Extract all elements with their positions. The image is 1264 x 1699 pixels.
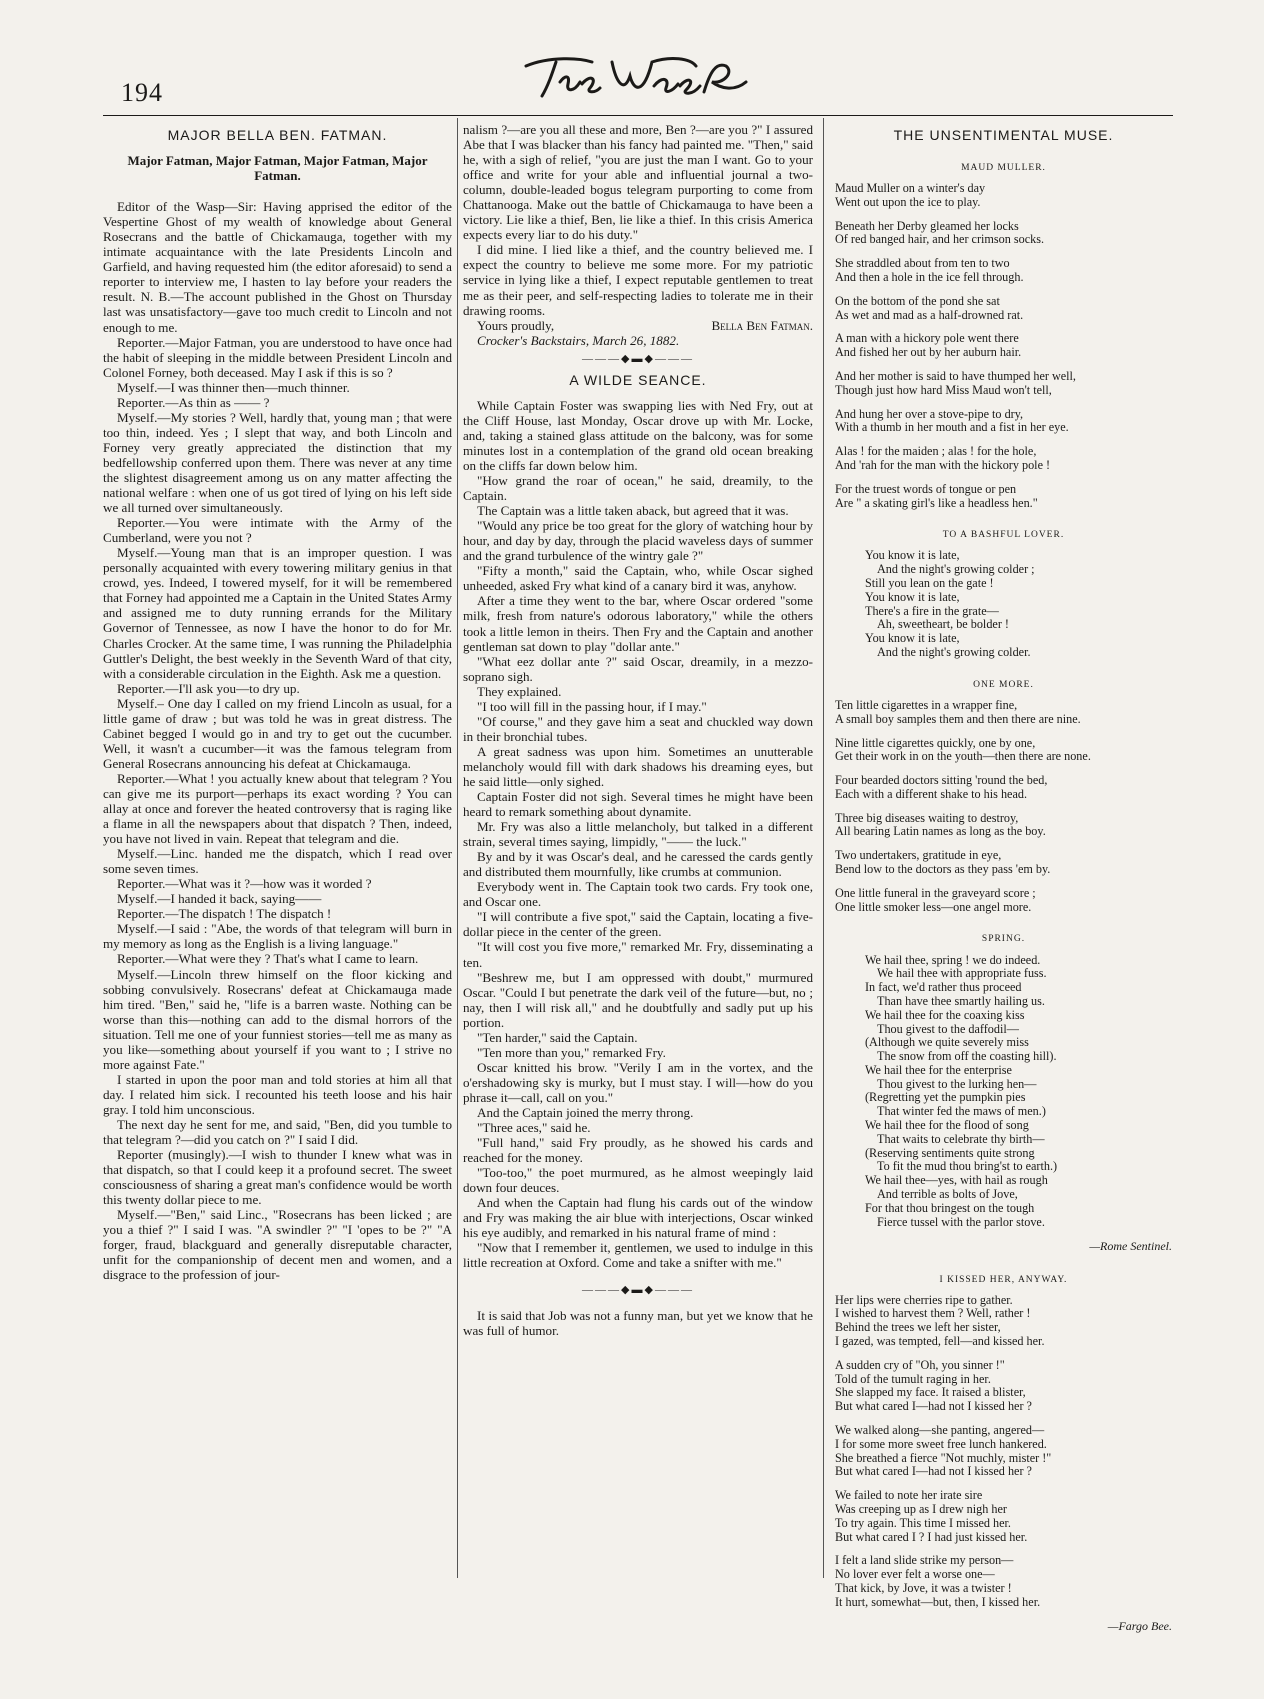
poem-line: Two undertakers, gratitude in eye, [835,848,1002,863]
story-paragraph: "Fifty a month," said the Captain, who, while Oscar sighed unheeded, asked Fry what kind of a canary bird it was, anyhow. [463,563,813,594]
story-title: A WILDE SEANCE. [569,371,707,388]
poem-line: And her mother is said to have thumped her well, [835,369,1076,384]
story-paragraph: "Ten more than you," remarked Fry. [477,1044,666,1060]
masthead-logo [520,52,760,102]
article-paragraph: Reporter.—You were intimate with the Army of the Cumberland, were you not ? [103,515,452,546]
poem-line: To fit the mud thou bring'st to earth.) [877,1159,1058,1174]
poem-line: Was creeping up as I drew nigh her [835,1501,1007,1516]
poem-line: Fierce tussel with the parlor stove. [877,1214,1045,1229]
column-rule [823,118,824,1578]
poem-line: We hail thee for the flood of song [865,1118,1029,1133]
poem-line: The snow from off the coasting hill). [877,1049,1057,1064]
poem-stanza [835,1489,1172,1544]
poem-line: We hail thee with appropriate fuss. [877,966,1047,981]
story-paragraph: "Beshrew me, but I am oppressed with doubt," murmured Oscar. "Could I but penetrate the dark veil of the future—but, no ; nay, then I will risk all," and he doubtfully and sadly put up his portion. [463,969,813,1030]
signer: Bella Ben Fatman. [711,317,813,333]
poem-line: (Although we quite severely miss [865,1035,1029,1050]
poem-line: No lover ever felt a worse one— [835,1567,995,1582]
poem-line: A sudden cry of "Oh, you sinner !" [835,1357,1005,1372]
story-paragraph: "Ten harder," said the Captain. [477,1029,638,1045]
poem-line: I wished to harvest them ? Well, rather ! [835,1306,1031,1321]
poem-line: Her lips were cherries ripe to gather. [835,1292,1013,1307]
poem-line: And the night's growing colder ; [877,562,1035,577]
poem-stanza [835,220,1172,248]
header-rule [103,115,1173,116]
poem-stanza [835,332,1172,360]
article-paragraph: Reporter.—What was it ?—how was it worded ? [117,876,372,892]
story-paragraph: By and by it was Oscar's deal, and he caressed the cards gently and distributed them mournfully, like crumbs at communion. [463,849,813,880]
section-title: THE UNSENTIMENTAL MUSE. [893,127,1114,143]
article-paragraph: The next day he sent for me, and said, "Ben, did you tumble to that telegram ?—did you catch on ?" I said I did. [103,1117,452,1148]
poem-line: Went out upon the ice to play. [835,194,981,209]
story-paragraph: And when the Captain had flung his cards out of the window and Fry was making the air blue with interjections, Oscar winked his eye audibly, and remarked in his natural frame of mind : [463,1195,813,1241]
poem-credit: —Rome Sentinel. [1089,1239,1172,1254]
poems [835,161,1172,1634]
article-paragraph: nalism ?—are you all these and more, Ben ?—are you ?" I assured Abe that I was blacker than his fancy had painted me. "Then," said he, with a sigh of relief, "you are just the man I want. Go to your office and write for your able and influential journal a two-column, double-leaded bogus telegram purporting to come from Chattanooga. Make out the battle of Chickamauga to have been a victory. Lie like a thief, Ben, lie like a thief. In this crisis America expects every liar to do his duty." [463,122,813,243]
poem-stanza [835,1294,1172,1349]
poem-line: All bearing Latin names as long as the boy. [835,824,1046,839]
story-paragraph: "How grand the roar of ocean," he said, dreamily, to the Captain. [463,473,813,504]
poem-line: I gazed, was tempted, fell—and kissed her. [835,1333,1045,1348]
poem-stanza [835,408,1172,436]
story-paragraph: "Too-too," the poet murmured, as he almost weepingly laid down four deuces. [463,1165,813,1196]
poem-stanza [835,812,1172,840]
poem-line: We walked along—she panting, angered— [835,1422,1045,1437]
poem-stanza [835,887,1172,915]
poem-stanza [835,1424,1172,1479]
section-divider: ———◆▬◆——— [582,1283,694,1296]
poem-line: And 'rah for the man with the hickory pole ! [835,458,1051,473]
poem-line: Still you lean on the gate ! [865,576,994,591]
poem-line: Than have thee smartly hailing us. [877,993,1045,1008]
poem-stanza [835,182,1172,210]
poem-line: She straddled about from ten to two [835,256,1010,271]
column-rule [457,118,458,1578]
article-paragraph: Reporter.—As thin as —— ? [117,394,270,410]
poem-line: Thou givest to the daffodil— [877,1021,1019,1036]
poem-line: Each with a different shake to his head. [835,786,1028,801]
poem-line: (Reserving sentiments quite strong [865,1145,1035,1160]
poem-stanza [835,445,1172,473]
poem-line: For the truest words of tongue or pen [835,481,1017,496]
poem-line: But what cared I—had not I kissed her ? [835,1399,1032,1414]
poem-stanza [835,483,1172,511]
sign-off: Yours proudly, [477,317,555,333]
poem-stanza [835,699,1172,727]
poem-title: ONE MORE. [973,679,1034,690]
article-paragraph: Editor of the Wasp—Sir: Having apprised the editor of the Vespertine Ghost of my wealth of knowledge about General Rosecrans and the battle of Chickamauga, together with my intimate acquaintance with the late Presidents Lincoln and Garfield, and having requested him (the editor aforesaid) to send a reporter to interview me, I hasten to lay before your readers the result. N. B.—The account published in the Ghost on Thursday last was unsatisfactory—gave too much credit to Lincoln and not enough to me. [103,199,452,335]
poem-line: You know it is late, [865,548,960,563]
poem-line: That winter fed the maws of men.) [877,1104,1046,1119]
poem-line: And the night's growing colder. [877,645,1031,660]
column-2 [463,122,813,1338]
story-paragraph: Mr. Fry was also a little melancholy, but talked in a different strain, several times saying, limpidly, "—— the luck." [463,819,813,850]
article-paragraph: I started in upon the poor man and told stories at him all that day. I related him sick. I recounted his teeth loose and his hair gray. I told him unconscious. [103,1071,452,1117]
article-continuation [463,122,813,318]
masthead-script [520,52,760,102]
story-body [463,398,813,1271]
column-1 [103,122,452,1283]
article-paragraph: Myself.—Lincoln threw himself on the floor kicking and sobbing convulsively. Rosecrans' defeat at Chickamauga made him tired. "Ben," said he, "life is a barren waste. Nothing can be worse than this—nothing can add to the dismal horrors of the situation. Tell me one of your funniest stories—tell me as many as you like—something about yourself if you want to ; I strive no more against Fate." [103,966,452,1072]
poem-line: I for some more sweet free lunch hankered. [835,1436,1047,1451]
poem-stanza [835,954,1172,1230]
poem-line: We hail thee for the coaxing kiss [865,1007,1025,1022]
poem-title: SPRING. [981,934,1026,945]
article-paragraph: Myself.—Young man that is an improper question. I was personally acquainted with every towering military genius in that crowd, yes. Indeed, I towered myself, for it will be remembered that Forney had appointed me a Captain in the United States Army and assigned me to duty running errands for the Military Governor of Tennessee, as now I have the honor to do for Mr. Charles Crocker. At the same time, I was running the Philadelphia Guttler's Delight, the best weekly in the Seventh Ward of that city, with a considerable circulation in the Eighth. Ask me a question. [103,545,452,681]
poem-stanza [835,257,1172,285]
story-paragraph: They explained. [477,683,562,699]
closing-paragraph: It is said that Job was not a funny man, but yet we know that he was full of humor. [463,1307,813,1338]
poem-line: And then a hole in the ice fell through. [835,270,1024,285]
poem-line: Nine little cigarettes quickly, one by one, [835,735,1036,750]
poem-line: Ten little cigarettes in a wrapper fine, [835,697,1018,712]
poem-line: You know it is late, [865,589,960,604]
poem-line: Ah, sweetheart, be bolder ! [877,617,1009,632]
article-paragraph: Reporter.—What were they ? That's what I came to learn. [117,951,419,967]
story-paragraph: "Of course," and they gave him a seat and chuckled way down in their bronchial tubes. [463,713,813,744]
poem-line: A man with a hickory pole went there [835,331,1019,346]
poem-line: A small boy samples them and then there are nine. [835,711,1081,726]
poem-line: Three big diseases waiting to destroy, [835,810,1019,825]
article-paragraph: Reporter.—What ! you actually knew about that telegram ? You can give me its purport—perhaps its exact wording ? You can allay at once and forever the heated controversy that is raging like a flame in all the newspapers about that dispatch ? Then, indeed, you have not lived in vain. Repeat that telegram and die. [103,770,452,847]
poem-line: But what cared I—had not I kissed her ? [835,1464,1032,1479]
article-title: MAJOR BELLA BEN. FATMAN. [167,127,388,143]
story-paragraph: "Would any price be too great for the glory of watching hour by hour, and day by day, through the placid waveless days of summer and the grand turbulence of the wintry gale ?" [463,518,813,564]
poem-line: One little smoker less—one angel more. [835,899,1032,914]
poem-stanza [835,1359,1172,1414]
poem-stanza [835,849,1172,877]
poem-line: We hail thee, spring ! we do indeed. [865,952,1041,967]
poem-line: Four bearded doctors sitting 'round the bed, [835,773,1048,788]
story-paragraph: "It will cost you five more," remarked Mr. Fry, disseminating a ten. [463,939,813,970]
poem-line: Behind the trees we left her sister, [835,1320,1001,1335]
poem-line: She breathed a fierce "Not muchly, mister !" [835,1450,1052,1465]
poem-line: In fact, we'd rather thus proceed [865,980,1022,995]
poem-line: For that thou bringest on the tough [865,1200,1035,1215]
poem-line: Thou givest to the lurking hen— [877,1076,1037,1091]
poem-stanza [835,295,1172,323]
poem-line: She slapped my face. It raised a blister, [835,1385,1026,1400]
poem-line: With a thumb in her mouth and a fist in her eye. [835,420,1069,435]
poem-line: That waits to celebrate thy birth— [877,1131,1045,1146]
story-paragraph: Oscar knitted his brow. "Verily I am in the vortex, and the o'ershadowing sky is murky, but I must stay. I will—how do you phrase it—call, call on you." [463,1059,813,1105]
poem-line: Beneath her Derby gleamed her locks [835,218,1019,233]
poem-line: That kick, by Jove, it was a twister ! [835,1580,1012,1595]
story-paragraph: "Full hand," said Fry proudly, as he showed his cards and reached for the money. [463,1135,813,1166]
story-paragraph: "I will contribute a five spot," said the Captain, locating a five-dollar piece in the center of the green. [463,909,813,940]
story-paragraph: While Captain Foster was swapping lies with Ned Fry, out at the Cliff House, last Monday, Oscar drove up with Mr. Locke, and, taking a stained glass attitude on the balcony, was for some minutes lost in a contemplation of the grand old ocean breaking on the cliffs far down below him. [463,397,813,473]
story-paragraph: A great sadness was upon him. Sometimes an unutterable melancholy would fill with dark shadows his dreaming eyes, but he said little—only sighed. [463,743,813,789]
section-divider: ———◆▬◆——— [582,352,694,365]
poem-stanza [835,370,1172,398]
poem-line: Bend low to the doctors as they pass 'em by. [835,862,1051,877]
poem-line: It hurt, somewhat—but, then, I kissed her. [835,1594,1041,1609]
story-paragraph: Captain Foster did not sigh. Several times he might have been heard to remark something about dynamite. [463,789,813,820]
poem-stanza [835,1554,1172,1609]
poem-stanza [835,549,1172,659]
article-paragraph: Myself.—I was thinner then—much thinner. [117,379,350,395]
poem-line: We hail thee—yes, with hail as rough [865,1173,1048,1188]
story-paragraph: "I too will fill in the passing hour, if I may." [477,698,707,714]
article-paragraph: Myself.—"Ben," said Linc., "Rosecrans has been licked ; are you a thief ?" I said I was. "A swindler ?" "I 'opes to be ?" "A forger, fraud, blackguard and generally disreputable character, unfit for the companionship of decent men and women, and a disgrace to the profession of jour- [103,1207,452,1283]
poem-line: There's a fire in the grate— [865,603,999,618]
article-subtitle: Major Fatman, Major Fatman, Major Fatman, Major Fatman. [127,153,428,184]
article-paragraph: Reporter.—I'll ask you—to dry up. [117,680,300,696]
poem-line: To try again. This time I missed her. [835,1515,1011,1530]
story-paragraph: "Three aces," said he. [477,1120,591,1136]
poem-line: Get their work in on the youth—then there are none. [835,749,1091,764]
poem-line: Are " a skating girl's like a headless hen." [835,495,1038,510]
poem-line: On the bottom of the pond she sat [835,293,1000,308]
story-paragraph: The Captain was a little taken aback, but agreed that it was. [477,503,789,519]
poem-line: And hung her over a stove-pipe to dry, [835,406,1024,421]
poem-line: Maud Muller on a winter's day [835,181,986,196]
story-paragraph: "What eez dollar ante ?" said Oscar, dreamily, in a mezzo-soprano sigh. [463,653,813,684]
article-paragraph: Myself.—My stories ? Well, hardly that, young man ; that were too thin, indeed. Yes ; I slept that way, and both Lincoln and Forney very greatly appreciated the distinction that my bedfellowship conferred upon them. There was never at any time the slightest disagreement among us on any matter affecting the national welfare : when one of us got tired of lying on his left side we all turned over simultaneously. [103,409,452,516]
poem-credit: —Fargo Bee. [1107,1619,1172,1634]
poem-line: I felt a land slide strike my person— [835,1553,1014,1568]
article-paragraph: I did mine. I lied like a thief, and the country believed me. I expect the country to believe me some more. For my patriotic service in lying like a thief, I expect reputable gentlemen to treat me as their peer, and self-respecting ladies to tolerate me in their drawing rooms. [463,242,813,318]
poem-line: And fished her out by her auburn hair. [835,345,1022,360]
signature-line [463,318,813,333]
article-paragraph: Myself.– One day I called on my friend Lincoln as usual, for a little game of draw ; but was told he was in great distress. The Cabinet begged I would go in and try to get out the cucumber. Well, it wasn't a cucumber—it was the famous telegram from General Rosecrans announcing his defeat at Chickamauga. [103,695,452,771]
poem-line: Though just how hard Miss Maud won't tell, [835,382,1052,397]
poem-line: One little funeral in the graveyard score ; [835,885,1036,900]
article-body [103,199,452,1282]
page-number: 194 [121,78,163,107]
poem-line: You know it is late, [865,631,960,646]
poem-line: Told of the tumult raging in her. [835,1371,991,1386]
poem-line: Alas ! for the maiden ; alas ! for the hole, [835,444,1037,459]
story-paragraph: And the Captain joined the merry throng. [477,1105,694,1120]
poem-line: And terrible as bolts of Jove, [877,1187,1018,1202]
dateline: Crocker's Backstairs, March 26, 1882. [477,332,680,348]
poem-line: (Regretting yet the pumpkin pies [865,1090,1026,1105]
poem-title: TO A BASHFUL LOVER. [942,530,1065,541]
poem-line: But what cared I ? I had just kissed her. [835,1529,1028,1544]
article-paragraph: Reporter (musingly).—I wish to thunder I knew what was in that dispatch, so that I could keep it a profound secret. The sweet consciousness of sharing a great man's confidence would be worth this twenty dollar piece to me. [103,1147,452,1208]
story-paragraph: Everybody went in. The Captain took two cards. Fry took one, and Oscar one. [463,879,813,910]
poem-line: Of red banged hair, and her crimson socks. [835,232,1045,247]
story-paragraph: "Now that I remember it, gentlemen, we used to indulge in this little recreation at Oxford. Come and take a snifter with me." [463,1240,813,1271]
poem-title: MAUD MULLER. [961,163,1046,174]
article-paragraph: Reporter.—Major Fatman, you are understood to have once had the habit of sleeping in the middle between President Lincoln and Colonel Forney, both deceased. May I ask if this is so ? [103,334,452,380]
poem-line: We hail thee for the enterprise [865,1062,1012,1077]
article-paragraph: Myself.—Linc. handed me the dispatch, which I read over some seven times. [103,846,452,877]
article-paragraph: Myself.—I handed it back, saying—— [117,891,322,907]
article-paragraph: Reporter.—The dispatch ! The dispatch ! [117,906,332,922]
poem-title: I KISSED HER, ANYWAY. [939,1274,1068,1285]
article-paragraph: Myself.—I said : "Abe, the words of that telegram will burn in my memory as long as the English is a living language." [103,921,452,952]
column-3 [835,122,1172,1635]
story-paragraph: After a time they went to the bar, where Oscar ordered "some milk, fresh from nature's odorous laboratory," while the others took a little lemon in theirs. Then Fry and the Captain and another gentleman sat down to play "dollar ante." [463,593,813,654]
poem-stanza [835,737,1172,765]
poem-line: As wet and mad as a half-drowned rat. [835,307,1024,322]
poem-line: We failed to note her irate sire [835,1488,983,1503]
poem-stanza [835,774,1172,802]
